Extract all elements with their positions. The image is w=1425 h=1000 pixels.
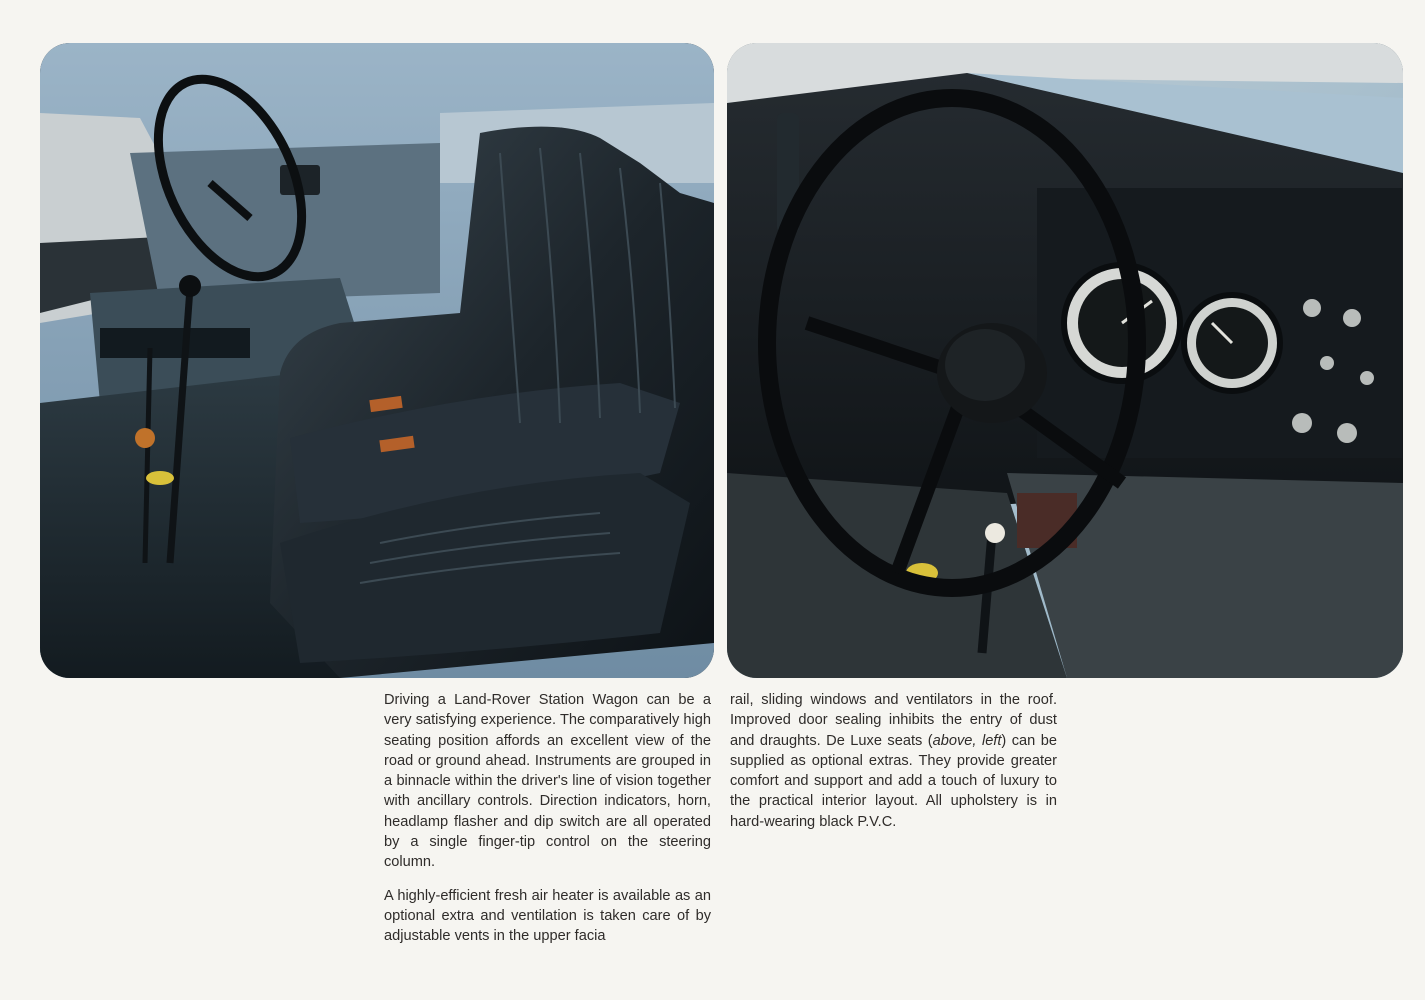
upholstery-text-emphasis: above, left [932, 732, 1002, 749]
dashboard-photo [727, 43, 1403, 678]
dashboard-illustration [727, 43, 1403, 678]
upholstery-text-start: rail, sliding windows and ventilators in the roof. Improved door sealing inhibits the entry of dust and draughts. De Luxe seats ( [730, 692, 1057, 749]
interior-seats-photo [40, 43, 714, 678]
paragraph-driving: Driving a Land-Rover Station Wagon can be a very satisfying experience. The comparatively high seating position affords an excellent view of the road or ground ahead. Instruments are grouped in a binnacle within the driver's line of vision together with ancillary controls. Direction indicators, horn, headlamp flasher and dip switch are all operated by a single finger-tip control on the steering column. [384, 692, 711, 871]
body-text-column-right [730, 690, 1057, 832]
upholstery-text-end: ) can be supplied as optional extras. They provide greater comfort and support and add a touch of luxury to the practical interior layout. All upholstery is in hard-wearing black P.V.C. [730, 732, 1058, 830]
body-text-column-left [384, 690, 711, 947]
paragraph-heater: A highly-efficient fresh air heater is available as an optional extra and ventilation is taken care of by adjustable vents in the upper facia [384, 887, 711, 945]
interior-seats-illustration [40, 43, 714, 678]
paragraph-upholstery [730, 690, 1057, 832]
